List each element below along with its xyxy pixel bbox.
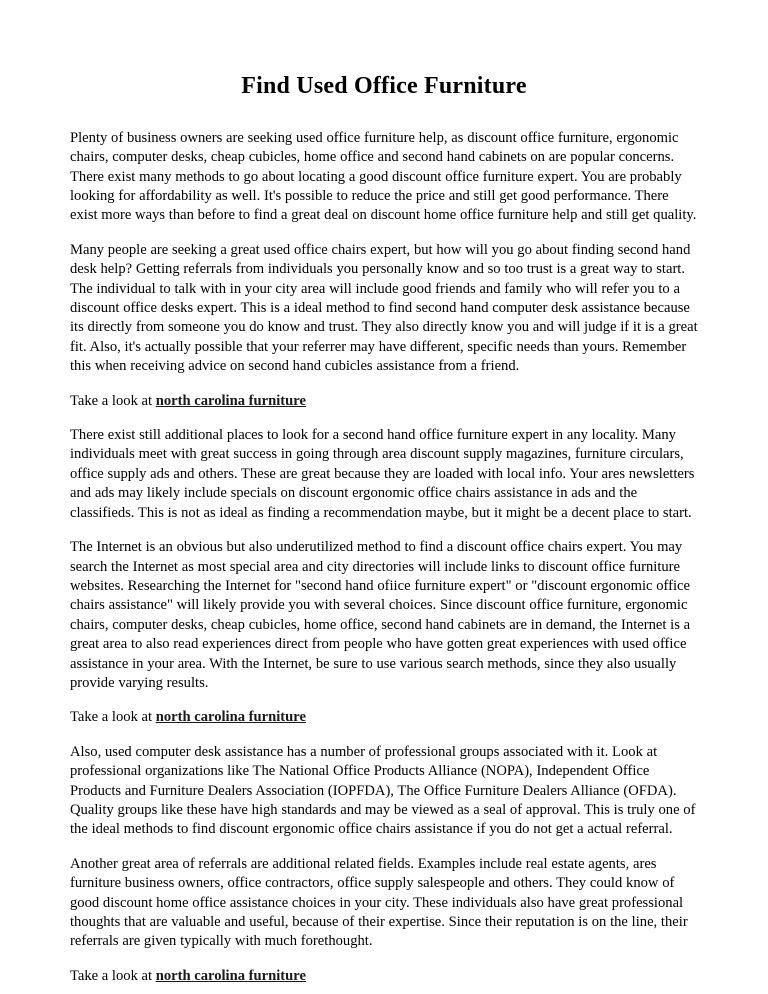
cta-line-2	[70, 708, 698, 727]
cta-line-1	[70, 392, 698, 411]
page-title: Find Used Office Furniture	[241, 73, 527, 99]
north-carolina-furniture-link-3[interactable]: north carolina furniture	[155, 967, 306, 984]
paragraph-2: Many people are seeking a great used office chairs expert, but how will you go about finding second hand desk help? Getting referrals from individuals you personally know and so too trust is a great way to start. The individual to talk with in your city area will include good friends and family who will refer you to a discount office desks expert. This is a ideal method to find second hand computer desk assistance because its directly from someone you do know and trust. They also directly know you and will judge if it is a great fit. Also, it's actually possible that your referrer may have different, specific needs than yours. Remember this when receiving advice on second hand cubicles assistance from a friend.	[70, 241, 698, 375]
paragraph-1: Plenty of business owners are seeking used office furniture help, as discount office furniture, ergonomic chairs, computer desks, cheap cubicles, home office and second hand cabinets on are popular concerns. There exist many methods to go about locating a good discount office furniture expert. You are probably looking for affordability as well. It's possible to reduce the price and still get good performance. There exist more ways than before to find a great deal on discount home office furniture help and still get quality.	[70, 129, 697, 224]
north-carolina-furniture-link-1[interactable]: north carolina furniture	[155, 392, 306, 409]
cta-prefix-2: Take a look at	[70, 709, 156, 726]
cta-prefix-1: Take a look at	[70, 392, 156, 409]
paragraph-6: Another great area of referrals are additional related fields. Examples include real estate agents, ares furniture business owners, office contractors, office supply salespeople and others. They could know of good discount home office assistance choices in your city. These individuals also have great professional thoughts that are valuable and useful, because of their expertise. Since their reputation is on the line, their referrals are given typically with much forethought.	[70, 855, 688, 950]
north-carolina-furniture-link-2[interactable]: north carolina furniture	[155, 709, 306, 726]
paragraph-4: The Internet is an obvious but also underutilized method to find a discount office chairs expert. You may search the Internet as most special area and city directories will include links to discount office furniture websites. Researching the Internet for "second hand ofiice furniture expert" or "discount ergonomic office chairs assistance" will likely provide you with several choices. Since discount office furniture, ergonomic chairs, computer desks, cheap cubicles, home office, second hand cabinets are in demand, the Internet is a great area to also read experiences direct from people who have gotten great experiences with used office assistance in your area. With the Internet, be sure to use various search methods, since they also usually provide varying results.	[70, 539, 691, 691]
cta-prefix-3: Take a look at	[70, 967, 156, 984]
paragraph-3: There exist still additional places to look for a second hand office furniture expert in any locality. Many individuals meet with great success in going through area discount supply magazines, furniture circulars, office supply ads and others. These are great because they are loaded with local info. Your ares newsletters and ads may likely include specials on discount ergonomic office chairs assistance in ads and the classifieds. This is not as ideal as finding a recommendation maybe, but it might be a decent place to start.	[70, 427, 695, 521]
paragraph-5: Also, used computer desk assistance has a number of professional groups associated with it. Look at professional organizations like The National Office Products Alliance (NOPA), Independent Office Products and Furniture Dealers Association (IOPFDA), The Office Furniture Dealers Alliance (OFDA). Quality groups like these have high standards and may be viewed as a seal of approval. This is truly one of the ideal methods to find discount ergonomic office chairs assistance if you do not get a actual referral.	[70, 743, 696, 838]
cta-line-3	[70, 967, 698, 986]
